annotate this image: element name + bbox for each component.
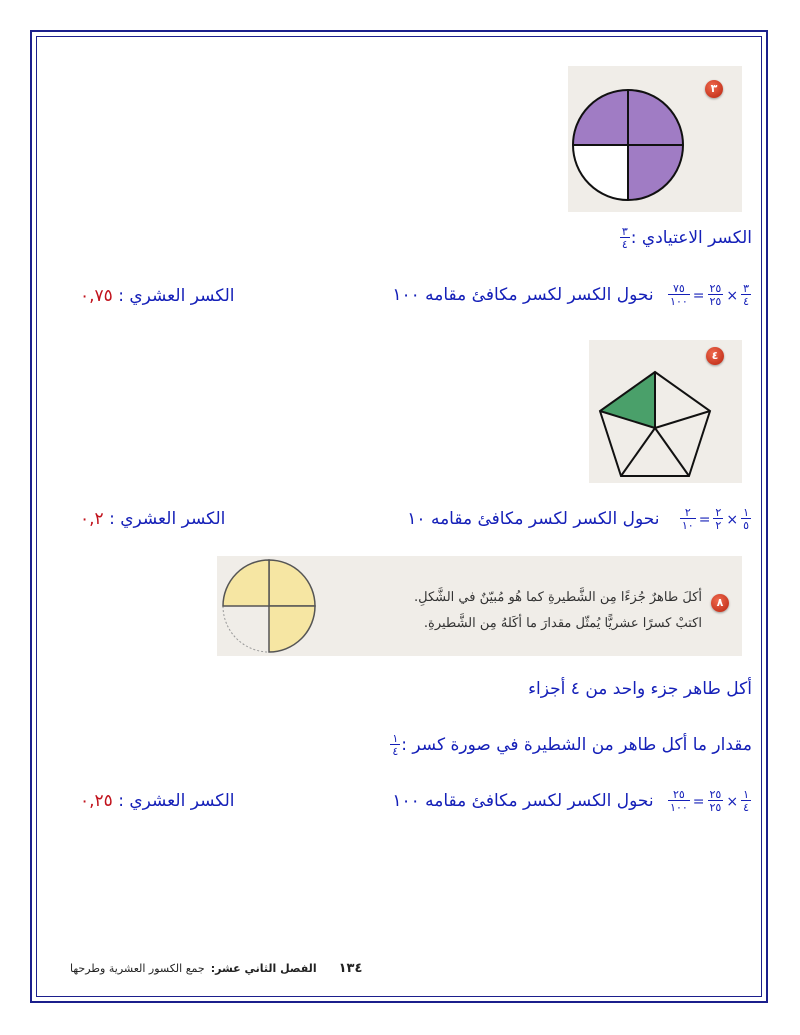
conv-lhs-b: $\frac{٢٥}{٢٥}$ — [709, 282, 722, 308]
chapter-label: الفصل الثاني عشر: — [210, 962, 317, 975]
equals-sign: = — [692, 794, 705, 810]
chapter-title: جمع الكسور العشرية وطرحها — [70, 962, 205, 975]
fraction-label: الكسر الاعتيادي : — [630, 228, 752, 248]
conversion-note: نحول الكسر لكسر مكافئ مقامه ١٠٠ — [392, 791, 654, 811]
problem-8-badge: ٨ — [711, 594, 729, 612]
conv-lhs-a: $\frac{١}{٥}$ — [743, 506, 749, 532]
conv-rhs: $\frac{٧٥}{١٠٠}$ — [670, 282, 688, 308]
conv-lhs-b: $\frac{٢٥}{٢٥}$ — [709, 788, 722, 814]
equals-sign: = — [698, 512, 711, 528]
problem-4-pentagon-figure — [589, 340, 742, 483]
problem-3-fraction: $\frac{٣}{٤}$ — [621, 225, 628, 251]
conv-lhs-a: $\frac{١}{٤}$ — [743, 788, 749, 814]
decimal-label: الكسر العشري : — [118, 286, 235, 306]
problem-3-conversion-line — [392, 283, 752, 307]
answer-fraction: $\frac{١}{٤}$ — [392, 732, 399, 758]
problem-8-conversion-line — [392, 789, 752, 813]
problem-4-conversion-line — [407, 507, 752, 531]
problem-4-badge: ٤ — [706, 347, 724, 365]
problem-3-circle-figure — [568, 66, 742, 212]
decimal-value: ٠,٢ — [80, 509, 104, 529]
conv-lhs-b: $\frac{٢}{٢}$ — [715, 506, 722, 532]
decimal-value: ٠,٧٥ — [80, 286, 113, 306]
conv-rhs: $\frac{٢٥}{١٠٠}$ — [670, 788, 688, 814]
problem-4-decimal-line — [80, 509, 225, 529]
equals-sign: = — [692, 288, 705, 304]
times-sign: × — [726, 512, 739, 528]
times-sign: × — [726, 794, 739, 810]
question-line-1: أكلَ طاهرٌ جُزءًا مِن الشَّطيرةِ كما هُو مُبيّنٌ في الشَّكلِ. — [413, 590, 702, 605]
problem-4-figure-panel — [589, 340, 742, 483]
problem-3-fraction-line — [619, 226, 752, 250]
conversion-note: نحول الكسر لكسر مكافئ مقامه ١٠ — [407, 509, 660, 529]
problem-3-figure-panel — [568, 66, 742, 212]
problem-8-question-panel — [217, 556, 742, 656]
problem-8-decimal-line — [80, 791, 235, 811]
question-line-2: اكتبْ كسرًا عشريًّا يُمثّل مقدارَ ما أكَلهُ مِن الشَّطيرةِ. — [423, 616, 702, 631]
decimal-label: الكسر العشري : — [118, 791, 235, 811]
page-footer — [70, 961, 362, 976]
problem-8-answer-line-1: أكل طاهر جزء واحد من ٤ أجزاء — [528, 679, 752, 699]
answer-label: مقدار ما أكل طاهر من الشطيرة في صورة كسر : — [401, 735, 752, 755]
conv-rhs: $\frac{٢}{١٠}$ — [681, 506, 694, 532]
times-sign: × — [726, 288, 739, 304]
problem-3-badge: ٣ — [705, 80, 723, 98]
problem-3-decimal-line — [80, 286, 235, 306]
decimal-value: ٠,٢٥ — [80, 791, 113, 811]
sandwich-figure — [217, 556, 327, 656]
page-number: ١٣٤ — [338, 961, 363, 976]
problem-8-answer-line-2 — [389, 733, 752, 757]
conv-lhs-a: $\frac{٣}{٤}$ — [743, 282, 749, 308]
conversion-note: نحول الكسر لكسر مكافئ مقامه ١٠٠ — [392, 285, 654, 305]
decimal-label: الكسر العشري : — [109, 509, 226, 529]
